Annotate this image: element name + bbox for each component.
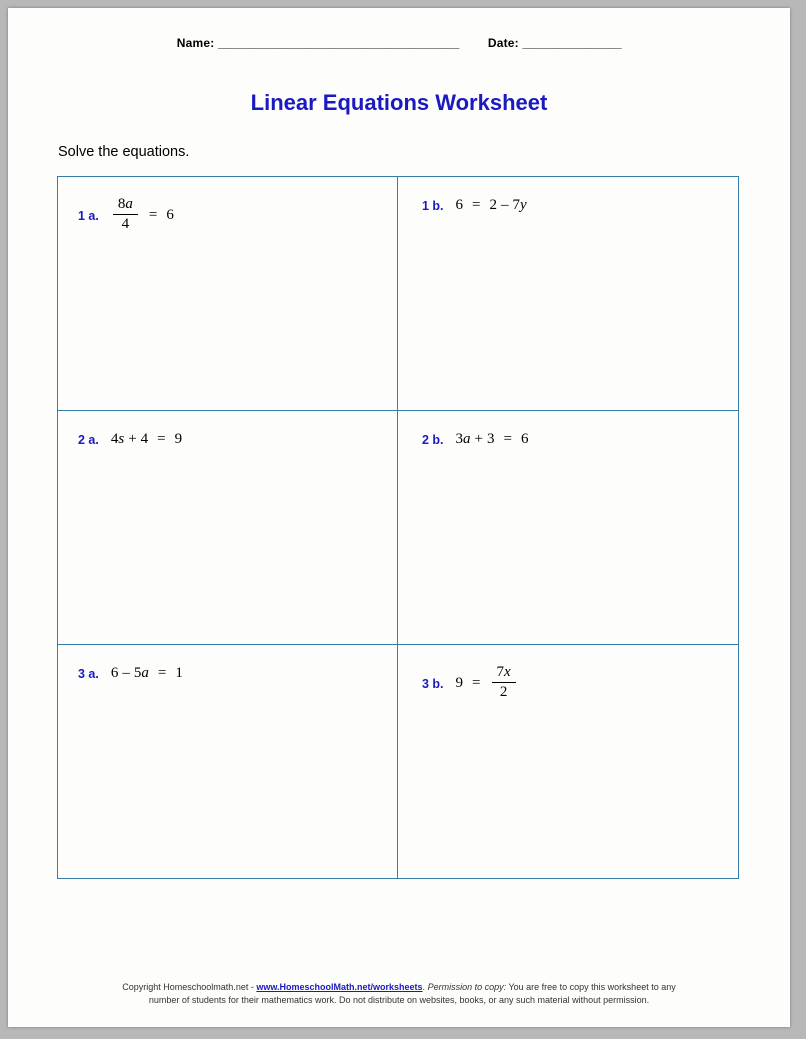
coefficient: 4: [110, 431, 119, 448]
problem-cell-3a: [58, 645, 398, 878]
name-date-line: [8, 36, 790, 50]
fraction: [492, 664, 516, 701]
problem-cell-2b: [398, 411, 738, 644]
problem-cell-2a: [58, 411, 398, 644]
problem-row: [58, 177, 738, 411]
footer-permission-label: Permission to copy:: [427, 982, 507, 992]
right-side: 9: [174, 431, 183, 448]
left-constant: 6: [110, 665, 119, 682]
problems-grid: [57, 176, 739, 879]
operator: –: [122, 665, 130, 682]
problem-row: [58, 645, 738, 878]
footer-link[interactable]: www.HomeschoolMath.net/worksheets: [256, 982, 423, 992]
operator: –: [501, 197, 509, 214]
fraction-denominator: 2: [499, 684, 508, 700]
problem-number: 3 a.: [78, 666, 99, 681]
right-coefficient: 7: [512, 197, 521, 214]
problem-expression: [111, 197, 174, 234]
date-label: Date:: [487, 36, 519, 50]
variable: a: [141, 665, 149, 682]
equals-sign: =: [157, 431, 166, 448]
footer-line-2: number of students for their mathematics work. Do not distribute on websites, books, or any such material without permission.: [148, 995, 650, 1005]
left-side: 6: [455, 197, 464, 214]
fraction-numerator: 8a: [113, 196, 138, 215]
right-term-a: 2: [489, 197, 498, 214]
fraction-denominator: 4: [121, 216, 130, 232]
equals-sign: =: [503, 431, 512, 448]
right-side: 6: [166, 207, 174, 223]
problem-cell-1b: [398, 177, 738, 410]
operator: +: [474, 431, 484, 448]
problem-number: 2 b.: [422, 432, 444, 447]
footer: [8, 981, 790, 1007]
problem-expression: [456, 665, 518, 702]
name-blank-rule: _______________________________________: [218, 36, 459, 50]
name-label: Name:: [176, 36, 215, 50]
coefficient: 3: [455, 431, 464, 448]
equals-sign: =: [157, 665, 167, 682]
footer-copyright: Copyright Homeschoolmath.net -: [122, 982, 254, 992]
equals-sign: =: [472, 675, 481, 691]
problem-number: 1 b.: [422, 198, 444, 213]
problem-number: 2 a.: [78, 432, 99, 447]
fraction: [113, 196, 138, 233]
variable: s: [118, 431, 125, 448]
problem-expression: [456, 197, 527, 214]
page-title: Linear Equations Worksheet: [250, 90, 548, 115]
right-variable: y: [520, 197, 527, 214]
right-side: 6: [520, 431, 529, 448]
instructions-text: Solve the equations.: [58, 144, 190, 160]
operator: +: [128, 431, 137, 448]
problem-number: 1 a.: [78, 208, 99, 223]
problem-expression: [456, 431, 529, 448]
equals-sign: =: [148, 207, 158, 223]
footer-period: .: [422, 982, 426, 992]
problem-row: [58, 411, 738, 645]
equals-sign: =: [472, 197, 481, 214]
constant: 3: [487, 431, 495, 448]
problem-cell-3b: [398, 645, 738, 878]
worksheet-page: [8, 8, 790, 1027]
variable: a: [463, 431, 471, 448]
date-blank-rule: ________________: [522, 36, 622, 50]
problem-number: 3 b.: [422, 676, 444, 691]
left-side: 9: [455, 675, 464, 691]
problem-expression: [111, 665, 183, 682]
fraction-numerator: 7x: [492, 664, 516, 683]
footer-line-1: [8, 981, 790, 994]
right-side: 1: [175, 665, 183, 682]
problem-cell-1a: [58, 177, 398, 410]
constant: 4: [140, 431, 149, 448]
footer-permission-text: You are free to copy this worksheet to any: [508, 982, 676, 992]
coefficient: 5: [133, 665, 142, 682]
problem-expression: [111, 431, 182, 448]
